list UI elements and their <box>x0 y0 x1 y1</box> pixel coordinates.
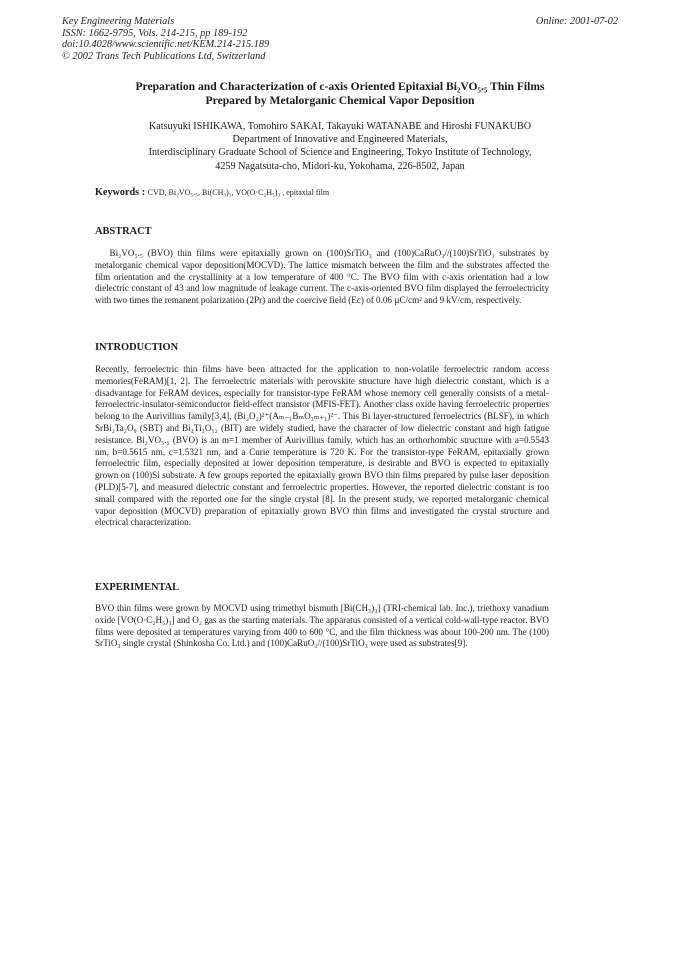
experimental-heading: EXPERIMENTAL <box>95 582 180 593</box>
abstract-heading: ABSTRACT <box>95 226 152 237</box>
doi-line: doi:10.4028/www.scientific.net/KEM.214-215.189 <box>62 39 270 50</box>
paper-title <box>70 80 610 108</box>
introduction-heading: INTRODUCTION <box>95 342 179 353</box>
keywords-label: Keywords : <box>95 187 146 198</box>
title-line-1: Preparation and Characterization of c-axis Oriented Epitaxial Bi₂VO₅.₅ Thin Films <box>135 80 545 93</box>
introduction-text: Recently, ferroelectric thin films have been attracted for the application to non-volatile ferroelectric random access memories(FeRAM)[1, 2]. The ferroelectric materials with perovskite structure have high dielectric constant, which is a disadvantage for FeRAM devices, especially for transistor-type FeRAM whose memory cell generally consists of a metal-ferroelectric-insulator-semiconductor field-effect transistor (MFIS-FET). Another class oxide having ferroelectric properties belong to the Aurivillius family[3,4], (Bi₂O₂)²⁺(Aₘ₋₁BₘO₃ₘ₊₁)²⁻. This Bi layer-structured ferroelectrics (BLSF), in which SrBi₂Ta₂O₉ (SBT) and Bi₄Ti₃O₁₂ (BIT) are widely studied, have the character of low dielectric constant and high fatigue resistance. Bi₂VO₅.₅ (BVO) is an m=1 member of Aurivillius family, which has an orthorhombic structure with a=0.5543 nm, b=0.5615 nm, c=1.5321 nm, and a Curie temperature is 720 K. For the transistor-type FeRAM, epitaxially grown ferroelectric film, especially deposited at lower deposition temperature, is desirable and BVO is expected to epitaxially grown on (100)Si substrate. A few groups reported the epitaxially grown BVO thin films prepared by pulse laser deposition (PLD)[5-7], and measured dielectric constant and ferroelectric properties. However, the reported dielectric constant is too small compared with the reported one for the single crystal [8]. In the present study, we reported metalorganic chemical vapor deposition (MOCVD) preparation of epitaxially grown BVO thin films and investigated the crystal structure and electrical characterization. <box>95 364 549 528</box>
keywords-list: CVD, Bi₂VO₅.₅, Bi(CH₃)₃, VO(O·C₂H₅)₃ , epitaxial film <box>147 188 330 197</box>
abstract-text: Bi₂VO₅.₅ (BVO) thin films were epitaxially grown on (100)SrTiO₃ and (100)CaRuO₃//(100)SrTiO₃ substrates by metalorganic chemical vapor deposition(MOCVD). The lattice mismatch between the film and the substrates affected the film orientation and the crystallinity at a low temperature of 400 °C. The BVO film with c-axis orientation had a low dielectric constant of 43 and low magnitude of leakage current. The c-axis-oriented BVO film displayed the ferroelectricity with two times the remanent polarization (2Pr) and the coercive field (Ec) of 0.06 µC/cm² and 9 kV/cm, respectively. <box>95 248 549 306</box>
keywords-line <box>95 187 329 198</box>
online-date: Online: 2001-07-02 <box>535 16 618 27</box>
author-names: Katsuyuki ISHIKAWA, Tomohiro SAKAI, Takayuki WATANABE and Hiroshi FUNAKUBO <box>148 121 532 132</box>
affiliation-line-3: 4259 Nagatsuta-cho, Midori-ku, Yokohama, 226-8502, Japan <box>215 160 465 172</box>
title-line-2: Prepared by Metalorganic Chemical Vapor Deposition <box>205 94 475 107</box>
copyright-line: © 2002 Trans Tech Publications Ltd, Switzerland <box>62 50 266 62</box>
experimental-text: BVO thin films were grown by MOCVD using trimethyl bismuth [Bi(CH₃)₃] (TRI-chemical lab. Inc.), triethoxy vanadium oxide [VO(O·C₂H₅)₃] and O₂ gas as the starting materials. The apparatus consisted of a vertical cold-wall-type reactor. BVO films were deposited at temperatures varying from 400 to 600 °C, and the film thickness was about 100-200 nm. The (100) SrTiO₃ single crystal (Shinkosha Co. Ltd.) and (100)CaRuO₃//(100)SrTiO₃ were used as substrates[9]. <box>95 603 549 649</box>
affiliation-line-2: Interdisciplinary Graduate School of Science and Engineering, Tokyo Institute of Technology, <box>148 147 532 159</box>
journal-name: Key Engineering Materials <box>62 16 175 27</box>
author-block <box>70 120 610 173</box>
page-header <box>62 16 618 62</box>
affiliation-line-1: Department of Innovative and Engineered Materials, <box>232 134 448 146</box>
issn-line: ISSN: 1662-9795, Vols. 214-215, pp 189-192 <box>62 27 248 39</box>
